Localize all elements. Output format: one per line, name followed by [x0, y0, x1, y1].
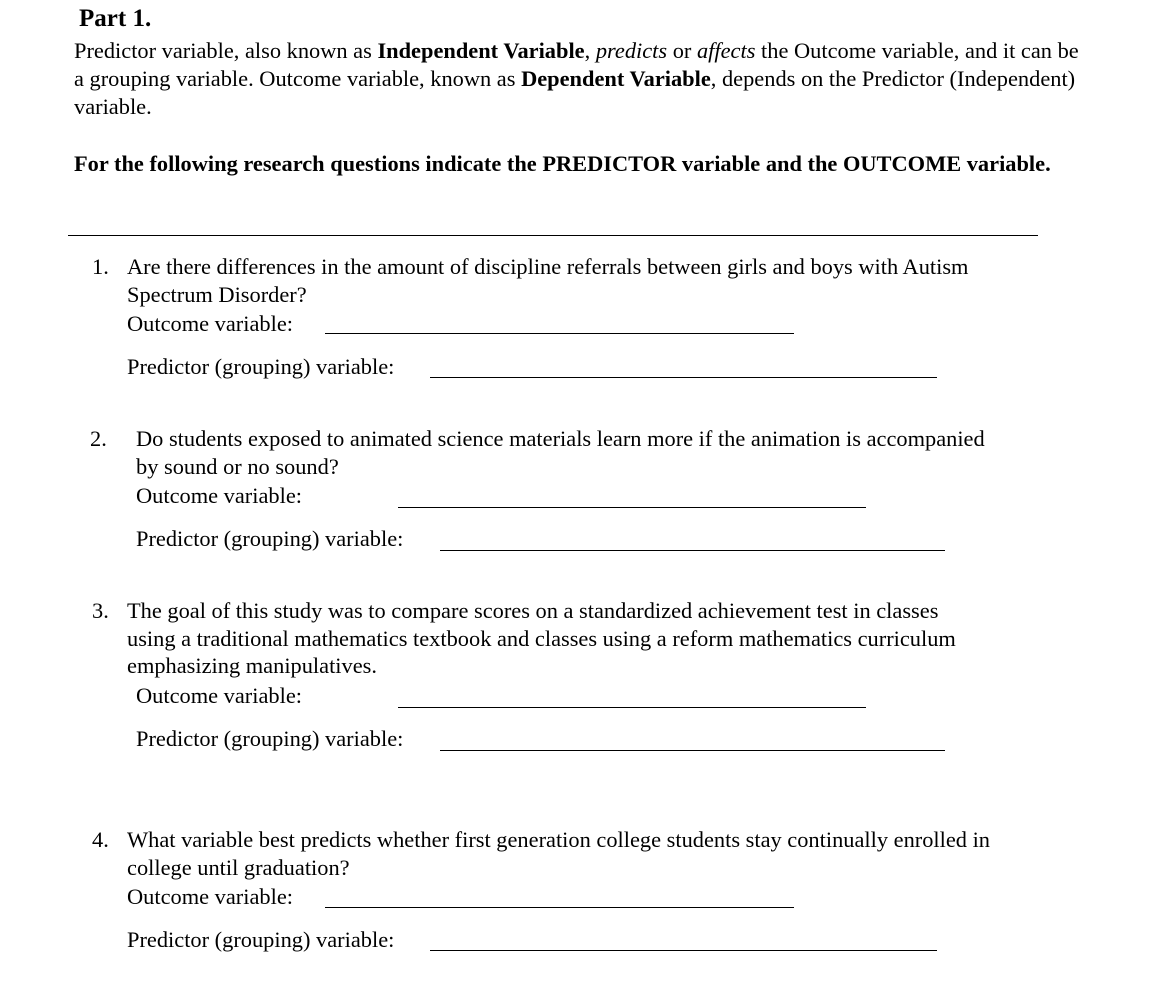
question-4-outcome-label: Outcome variable: [127, 884, 293, 909]
question-2-outcome-blank[interactable] [398, 507, 866, 508]
question-3-predictor-blank[interactable] [440, 750, 945, 751]
instruction-text: For the following research questions indicate the PREDICTOR variable and the OUTCOME variable. [74, 151, 1051, 176]
question-1-predictor-blank[interactable] [430, 377, 937, 378]
question-2-predictor-blank[interactable] [440, 550, 945, 551]
question-2-line-1: Do students exposed to animated science materials learn more if the animation is accompanied [136, 426, 985, 451]
question-3-number: 3. [92, 598, 109, 623]
question-1-outcome-label: Outcome variable: [127, 311, 293, 336]
intro-predicts: predicts [595, 38, 668, 63]
question-3-line-2: using a traditional mathematics textbook and classes using a reform mathematics curriculum [127, 626, 956, 651]
question-4-number: 4. [92, 827, 109, 852]
question-2-line-2: by sound or no sound? [136, 454, 339, 479]
question-4-line-1: What variable best predicts whether first generation college students stay continually enrolled in [127, 827, 991, 852]
question-2-predictor-label: Predictor (grouping) variable: [136, 526, 404, 551]
intro-text-3: or [667, 38, 697, 63]
question-4-predictor-label: Predictor (grouping) variable: [127, 927, 395, 952]
section-divider [68, 235, 1038, 236]
intro-text-4: the Outcome variable, and it can be a grouping variable. Outcome variable, known as [74, 38, 1079, 91]
question-1-outcome-blank[interactable] [325, 333, 794, 334]
intro-affects: affects [696, 38, 756, 63]
question-1-line-1: Are there differences in the amount of discipline referrals between girls and boys with Autism [127, 254, 969, 279]
question-4-line-2: college until graduation? [127, 855, 350, 880]
intro-independent-variable: Independent Variable [377, 38, 585, 63]
intro-paragraph [74, 37, 1084, 121]
part-title: Part 1. [79, 5, 152, 32]
question-1-number: 1. [92, 254, 109, 279]
question-3-line-3: emphasizing manipulatives. [127, 653, 377, 678]
question-4-outcome-blank[interactable] [325, 907, 794, 908]
question-3-outcome-blank[interactable] [398, 707, 866, 708]
question-3-line-1: The goal of this study was to compare scores on a standardized achievement test in classes [127, 598, 939, 623]
intro-text-2: , [584, 38, 596, 63]
intro-text-5: , depends on the Predictor (Independent) variable. [74, 66, 1076, 119]
question-1-predictor-label: Predictor (grouping) variable: [127, 354, 395, 379]
question-2-number: 2. [90, 426, 107, 451]
question-4-predictor-blank[interactable] [430, 950, 937, 951]
question-1-line-2: Spectrum Disorder? [127, 282, 307, 307]
intro-dependent-variable: Dependent Variable [521, 66, 711, 91]
question-2-outcome-label: Outcome variable: [136, 483, 302, 508]
question-3-outcome-label: Outcome variable: [136, 683, 302, 708]
intro-text-1: Predictor variable, also known as [74, 38, 378, 63]
question-3-predictor-label: Predictor (grouping) variable: [136, 726, 404, 751]
